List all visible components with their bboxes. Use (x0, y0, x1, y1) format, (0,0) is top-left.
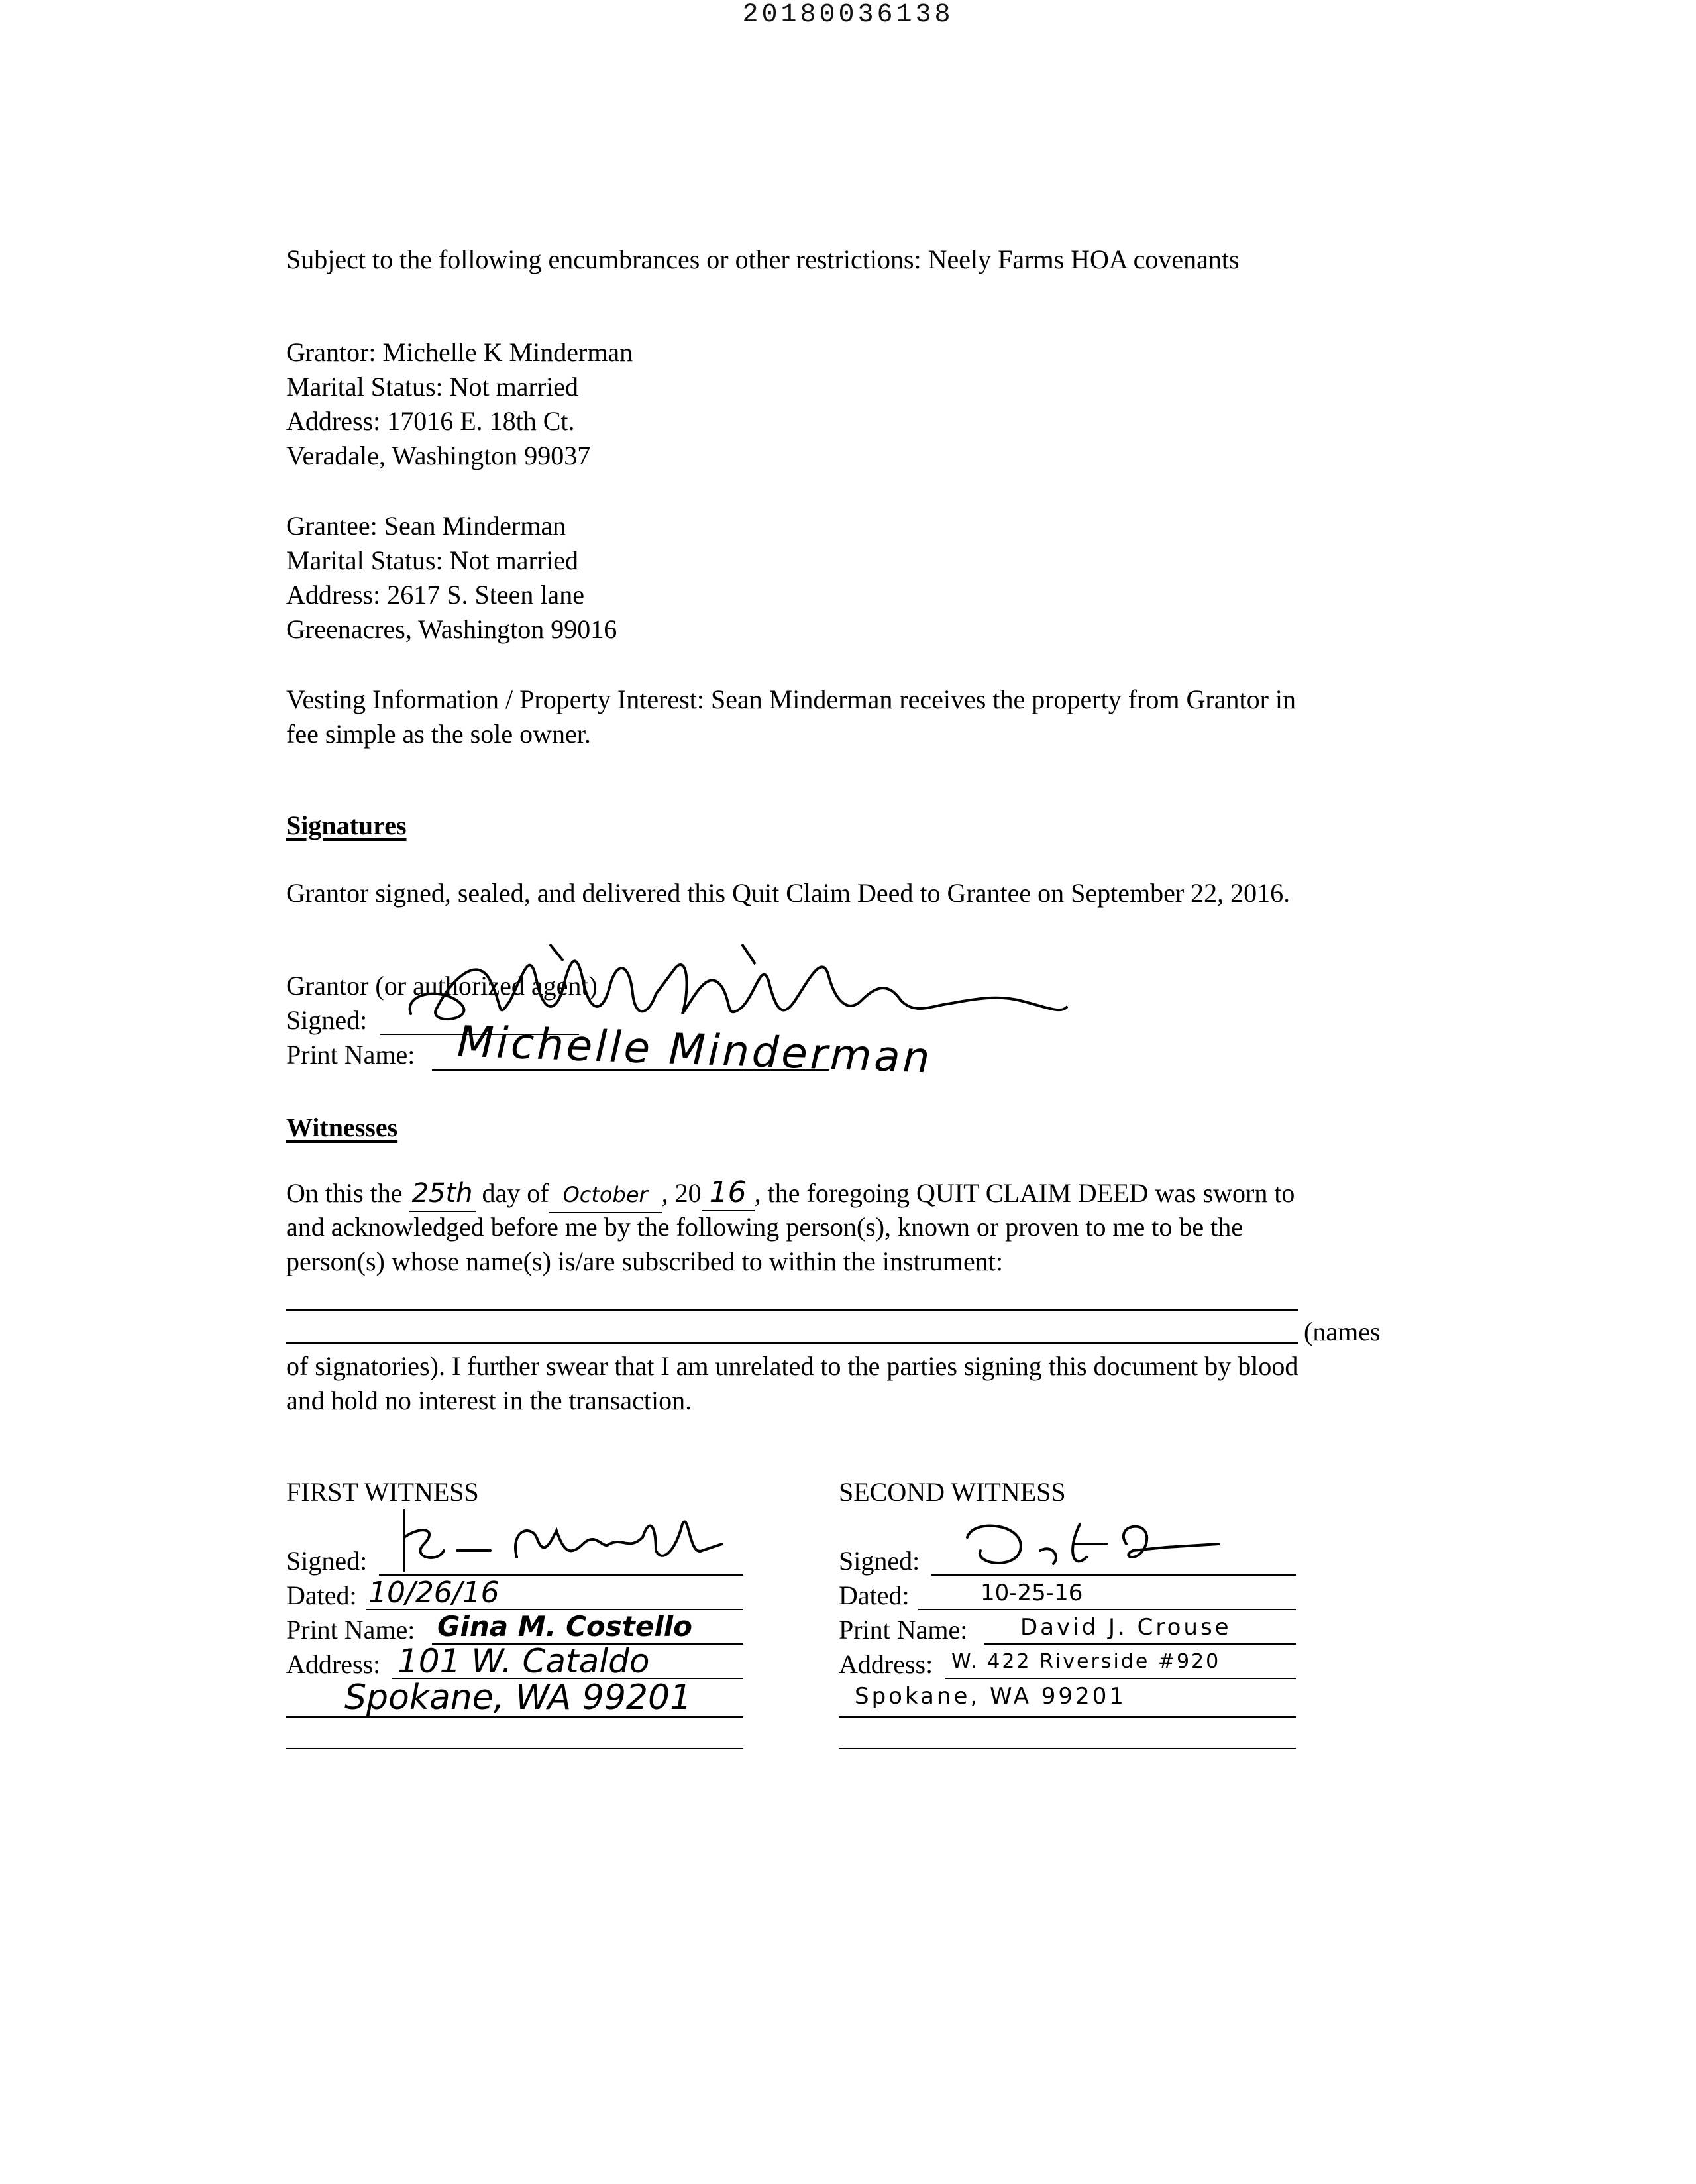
second-witness-address1-value: W. 422 Riverside #920 (951, 1650, 1221, 1673)
names-label: (names (1304, 1317, 1381, 1346)
first-witness-address2-value: Spokane, WA 99201 (344, 1678, 692, 1718)
ack-day-handwritten: 25th (409, 1176, 476, 1212)
acknowledgement-line1 (286, 1175, 1295, 1213)
grantor-print-label: Print Name: (286, 1040, 415, 1069)
grantee-name-line: Grantee: Sean Minderman (286, 511, 566, 541)
second-witness-address2-value: Spokane, WA 99201 (855, 1683, 1126, 1710)
second-witness-print-line (984, 1643, 1296, 1645)
ack-month-handwritten: October (549, 1177, 662, 1213)
grantor-agent-label: Grantor (or authorized agent) (286, 971, 598, 1001)
acknowledgement-line3: person(s) whose name(s) is/are subscribed to within the instrument: (286, 1246, 1003, 1276)
grantor-address-line2: Veradale, Washington 99037 (286, 441, 591, 470)
first-witness-dated-value: 10/26/16 (368, 1576, 500, 1610)
second-witness-print-value: David J. Crouse (1020, 1614, 1232, 1641)
signatories-line2 (286, 1342, 1298, 1344)
grantee-address-line1: Address: 2617 S. Steen lane (286, 580, 584, 610)
witnesses-heading: Witnesses (286, 1113, 398, 1142)
ack-day-of: day of (482, 1178, 549, 1208)
second-witness-address-label: Address: (839, 1649, 933, 1679)
grantor-name-line: Grantor: Michelle K Minderman (286, 337, 633, 367)
signatures-heading: Signatures (286, 810, 407, 840)
further-swear-line1: of signatories). I further swear that I am unrelated to the parties signing this document by blood (286, 1351, 1298, 1381)
second-witness-dated-value: 10-25-16 (980, 1580, 1083, 1606)
grantee-marital-status: Marital Status: Not married (286, 545, 579, 575)
first-witness-signature-image (384, 1498, 729, 1577)
vesting-line1: Vesting Information / Property Interest: Sean Minderman receives the property from Grantor in (286, 684, 1297, 714)
grantee-address-line2: Greenacres, Washington 99016 (286, 614, 617, 644)
grantor-marital-status: Marital Status: Not married (286, 372, 579, 402)
first-witness-print-value: Gina M. Costello (437, 1610, 692, 1643)
first-witness-title: FIRST WITNESS (286, 1477, 479, 1507)
second-witness-signature-image (954, 1511, 1272, 1577)
further-swear-line2: and hold no interest in the transaction. (286, 1386, 692, 1415)
grantor-address-line1: Address: 17016 E. 18th Ct. (286, 406, 575, 436)
acknowledgement-line2: and acknowledged before me by the following person(s), known or proven to me to be the (286, 1212, 1244, 1242)
second-witness-address-line3 (839, 1748, 1296, 1749)
grantor-print-name-handwritten: Michelle Minderman (456, 1017, 933, 1083)
first-witness-address1-value: 101 W. Cataldo (398, 1642, 650, 1680)
ack-year-handwritten: 16 (702, 1175, 755, 1211)
second-witness-print-label: Print Name: (839, 1615, 968, 1645)
first-witness-signed-label: Signed: (286, 1546, 368, 1576)
encumbrances-text: Subject to the following encumbrances or other restrictions: Neely Farms HOA covenants (286, 245, 1240, 274)
second-witness-dated-line (918, 1609, 1296, 1610)
second-witness-signed-label: Signed: (839, 1546, 920, 1576)
first-witness-print-label: Print Name: (286, 1615, 415, 1645)
ack-year-prefix: , 20 (661, 1178, 702, 1208)
document-number: 20180036138 (742, 0, 954, 30)
first-witness-address-label: Address: (286, 1649, 381, 1679)
grantor-signed-label: Signed: (286, 1005, 368, 1035)
signatories-line1 (286, 1309, 1298, 1311)
second-witness-title: SECOND WITNESS (839, 1477, 1066, 1507)
signatures-statement: Grantor signed, sealed, and delivered this Quit Claim Deed to Grantee on September 22, 2016. (286, 878, 1291, 908)
second-witness-address-line2 (839, 1716, 1296, 1718)
first-witness-dated-label: Dated: (286, 1580, 357, 1610)
ack-prefix: On this the (286, 1178, 403, 1208)
second-witness-address-line1 (945, 1678, 1296, 1679)
second-witness-dated-label: Dated: (839, 1580, 910, 1610)
ack-suffix: , the foregoing QUIT CLAIM DEED was sworn to (754, 1178, 1295, 1208)
vesting-line2: fee simple as the sole owner. (286, 719, 591, 749)
first-witness-address-line3 (286, 1748, 743, 1749)
